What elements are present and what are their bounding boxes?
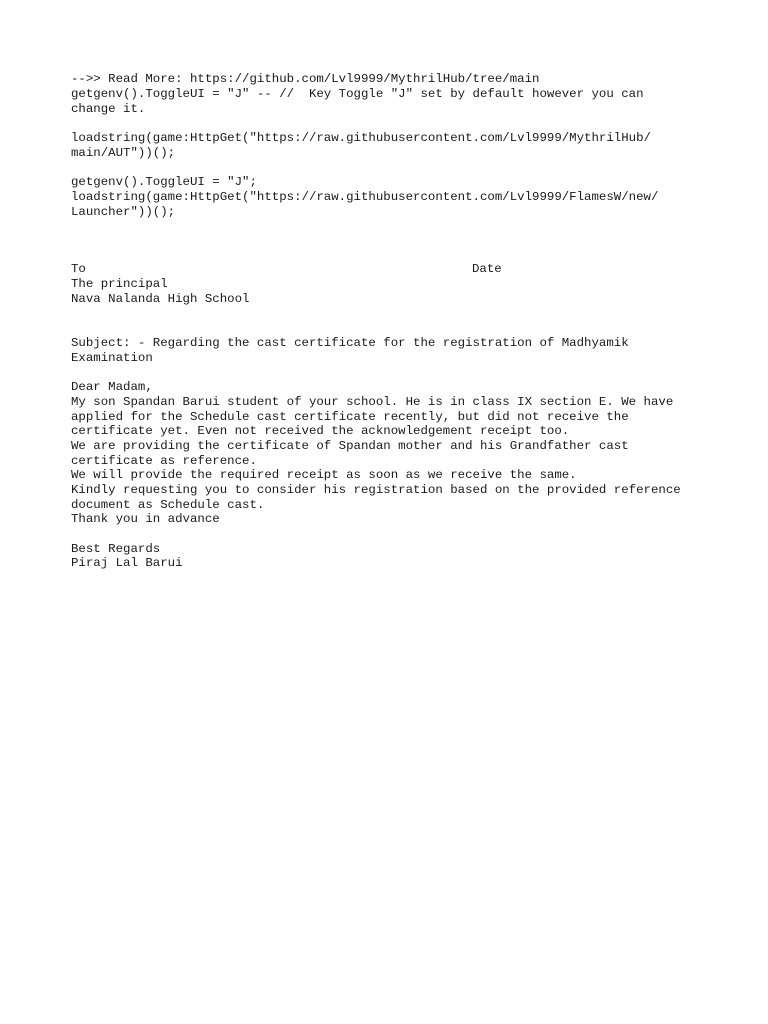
- subject-line: Examination: [71, 351, 153, 365]
- signature-name: Piraj Lal Barui: [71, 556, 183, 570]
- code-line: -->> Read More: https://github.com/Lvl9999/MythrilHub/tree/main: [71, 72, 540, 86]
- body-line: certificate yet. Even not received the acknowledgement receipt too.: [71, 424, 570, 438]
- to-label: To: [71, 262, 86, 276]
- code-line: main/AUT"))();: [71, 146, 176, 160]
- closing: Best Regards: [71, 542, 161, 556]
- recipient-school: Nava Nalanda High School: [71, 292, 250, 306]
- body-line: certificate as reference.: [71, 454, 257, 468]
- code-line: getgenv().ToggleUI = "J";: [71, 175, 257, 189]
- body-line: We are providing the certificate of Spandan mother and his Grandfather cast: [71, 439, 629, 453]
- date-label: Date: [472, 262, 502, 276]
- code-line: Launcher"))();: [71, 205, 176, 219]
- subject-line: Subject: - Regarding the cast certificate for the registration of Madhyamik: [71, 336, 629, 350]
- code-line: loadstring(game:HttpGet("https://raw.githubusercontent.com/Lvl9999/MythrilHub/: [71, 131, 651, 145]
- code-line: loadstring(game:HttpGet("https://raw.githubusercontent.com/Lvl9999/FlamesW/new/: [71, 190, 659, 204]
- body-line: We will provide the required receipt as soon as we receive the same.: [71, 468, 577, 482]
- recipient-title: The principal: [71, 277, 168, 291]
- body-line: Kindly requesting you to consider his registration based on the provided reference: [71, 483, 681, 497]
- salutation: Dear Madam,: [71, 380, 153, 394]
- code-line: change it.: [71, 102, 146, 116]
- body-line: document as Schedule cast.: [71, 498, 265, 512]
- body-line: My son Spandan Barui student of your school. He is in class IX section E. We have: [71, 395, 674, 409]
- code-line: getgenv().ToggleUI = "J" -- // Key Toggle "J" set by default however you can: [71, 87, 644, 101]
- body-line: Thank you in advance: [71, 512, 220, 526]
- body-line: applied for the Schedule cast certificate recently, but did not receive the: [71, 410, 629, 424]
